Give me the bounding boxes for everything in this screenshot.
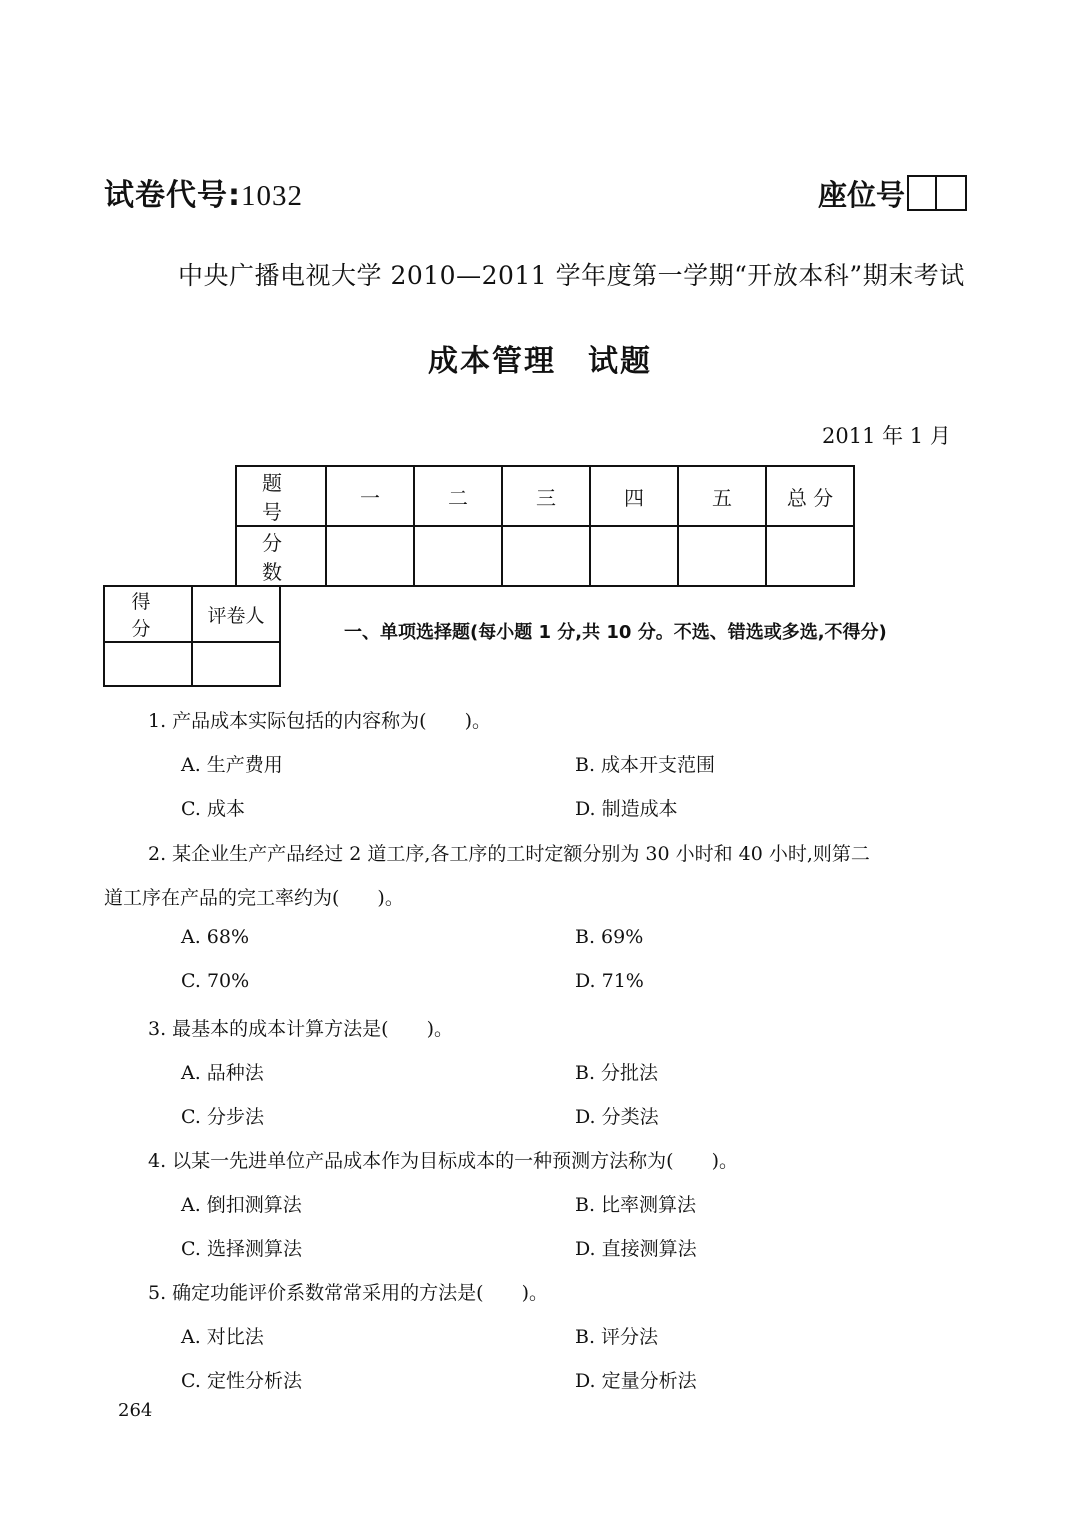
question-2-option-a: A. 68% <box>181 926 250 948</box>
exam-date: 2011 年 1 月 <box>822 424 951 448</box>
question-5-option-c: C. 定性分析法 <box>181 1370 302 1392</box>
question-2-continued: 道工序在产品的完工率约为( )。 <box>104 887 404 909</box>
question-2-option-c: C. 70% <box>181 970 250 992</box>
question-4: 4. 以某一先进单位产品成本作为目标成本的一种预测方法称为( )。 <box>148 1150 738 1172</box>
question-3: 3. 最基本的成本计算方法是( )。 <box>148 1018 453 1040</box>
score-cell <box>414 526 502 586</box>
question-5-option-a: A. 对比法 <box>181 1326 264 1348</box>
score-table-col-3: 三 <box>502 466 590 526</box>
question-1-option-c: C. 成本 <box>181 798 245 820</box>
question-1-option-d: D. 制造成本 <box>575 798 678 820</box>
grade-box-score-cell <box>104 642 192 686</box>
seat-number-boxes <box>907 175 967 211</box>
score-table-score-row <box>236 526 854 586</box>
seat-box-2 <box>937 175 967 211</box>
question-1: 1. 产品成本实际包括的内容称为( )。 <box>148 710 491 732</box>
question-2-option-b: B. 69% <box>575 926 644 948</box>
question-1-option-b: B. 成本开支范围 <box>575 754 716 776</box>
grade-box <box>103 585 281 687</box>
question-2-option-d: D. 71% <box>575 970 644 992</box>
seat-number-label: 座位号 <box>818 177 906 212</box>
section-heading: 一、单项选择题(每小题 1 分,共 10 分。不选、错选或多选,不得分) <box>344 622 887 643</box>
question-3-option-c: C. 分步法 <box>181 1106 264 1128</box>
question-1-option-a: A. 生产费用 <box>181 754 283 776</box>
question-3-option-a: A. 品种法 <box>181 1062 264 1084</box>
exam-title: 成本管理 试题 <box>428 344 652 379</box>
question-4-option-b: B. 比率测算法 <box>575 1194 697 1216</box>
score-table-row-label: 题 号 <box>236 466 326 526</box>
score-table-col-2: 二 <box>414 466 502 526</box>
question-3-option-d: D. 分类法 <box>575 1106 659 1128</box>
paper-code-label: 试卷代号: <box>104 178 241 213</box>
seat-number <box>818 172 967 214</box>
score-table-col-total: 总 分 <box>766 466 854 526</box>
score-table-col-1: 一 <box>326 466 414 526</box>
question-4-option-a: A. 倒扣测算法 <box>181 1194 302 1216</box>
seat-box-1 <box>907 175 937 211</box>
page-number: 264 <box>118 1400 153 1421</box>
question-5: 5. 确定功能评价系数常常采用的方法是( )。 <box>148 1282 548 1304</box>
score-table-header-row <box>236 466 854 526</box>
grade-box-grader-cell <box>192 642 280 686</box>
question-4-option-c: C. 选择测算法 <box>181 1238 302 1260</box>
grade-box-grader-label: 评卷人 <box>192 586 280 642</box>
score-table-col-5: 五 <box>678 466 766 526</box>
score-table-row-label: 分 数 <box>236 526 326 586</box>
grade-box-score-label: 得 分 <box>104 586 192 642</box>
exam-subtitle: 中央广播电视大学 2010—2011 学年度第一学期“开放本科”期末考试 <box>178 261 965 290</box>
question-3-option-b: B. 分批法 <box>575 1062 659 1084</box>
score-cell <box>502 526 590 586</box>
score-cell <box>326 526 414 586</box>
paper-code-value: 1032 <box>241 180 303 212</box>
score-cell <box>766 526 854 586</box>
score-table-col-4: 四 <box>590 466 678 526</box>
score-table <box>235 465 855 587</box>
question-5-option-d: D. 定量分析法 <box>575 1370 697 1392</box>
question-5-option-b: B. 评分法 <box>575 1326 659 1348</box>
score-cell <box>590 526 678 586</box>
score-cell <box>678 526 766 586</box>
paper-code <box>104 170 303 214</box>
question-4-option-d: D. 直接测算法 <box>575 1238 697 1260</box>
question-2: 2. 某企业生产产品经过 2 道工序,各工序的工时定额分别为 30 小时和 40 小时,则第二 <box>148 843 870 865</box>
